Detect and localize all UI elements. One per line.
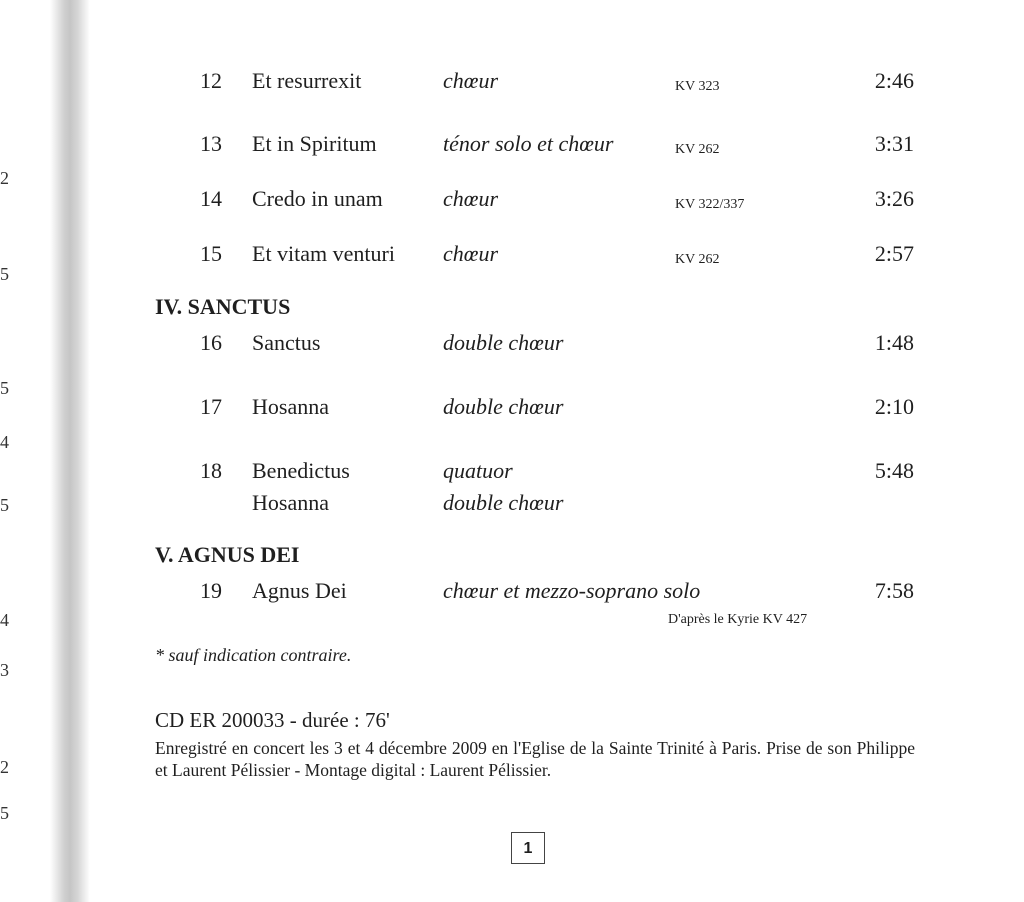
track-number: 12 — [200, 68, 222, 93]
track-duration: 5:48 — [874, 458, 914, 483]
section-heading-agnus-dei: V. AGNUS DEI — [155, 542, 300, 567]
track-duration: 3:31 — [874, 131, 914, 156]
margin-digit: 5 — [0, 378, 9, 398]
track-voice: double chœur — [443, 490, 564, 515]
track-number: 16 — [200, 330, 222, 355]
track-title: Agnus Dei — [252, 578, 347, 603]
track-kv: KV 262 — [675, 252, 720, 267]
track-kv: KV 322/337 — [675, 197, 745, 212]
track-title: Sanctus — [252, 330, 321, 355]
track-voice: quatuor — [443, 458, 513, 483]
kv-origin-note: D'après le Kyrie KV 427 — [668, 612, 808, 627]
track-voice: chœur — [443, 68, 498, 93]
track-title: Et vitam venturi — [252, 241, 395, 266]
page-number: 1 — [511, 832, 545, 864]
track-title: Et resurrexit — [252, 68, 362, 93]
page-fold-shadow — [50, 0, 90, 902]
track-title: Benedictus — [252, 458, 350, 483]
track-title: Hosanna — [252, 394, 329, 419]
track-kv: KV 262 — [675, 142, 720, 157]
track-duration: 3:26 — [874, 186, 914, 211]
track-voice: chœur et mezzo-soprano solo — [443, 578, 701, 603]
track-number: 19 — [200, 578, 222, 603]
margin-digit: 5 — [0, 803, 9, 823]
footnote: * sauf indication contraire. — [155, 645, 352, 665]
track-number: 18 — [200, 458, 222, 483]
track-number: 13 — [200, 131, 222, 156]
track-voice: ténor solo et chœur — [443, 131, 614, 156]
track-duration: 2:46 — [874, 68, 914, 93]
track-title: Et in Spiritum — [252, 131, 377, 156]
track-voice: double chœur — [443, 394, 564, 419]
margin-digit: 5 — [0, 264, 9, 284]
cd-reference: CD ER 200033 - durée : 76' — [155, 708, 390, 732]
track-duration: 2:57 — [874, 241, 914, 266]
track-title: Credo in unam — [252, 186, 383, 211]
margin-digit: 5 — [0, 495, 9, 515]
track-title: Hosanna — [252, 490, 329, 515]
recording-credits: Enregistré en concert les 3 et 4 décembre 2009 en l'Eglise de la Sainte Trinité à Paris. Prise de son Philippe et Laurent Pélissier - Montage digital : Laurent Pélissier. — [155, 738, 915, 780]
margin-digit: 4 — [0, 432, 9, 452]
track-voice: double chœur — [443, 330, 564, 355]
track-voice: chœur — [443, 241, 498, 266]
track-kv: KV 323 — [675, 79, 720, 94]
margin-digit: 4 — [0, 610, 9, 630]
section-heading-sanctus: IV. SANCTUS — [155, 294, 291, 319]
track-number: 17 — [200, 394, 222, 419]
track-duration: 1:48 — [874, 330, 914, 355]
margin-digit: 2 — [0, 168, 9, 188]
track-number: 14 — [200, 186, 222, 211]
track-number: 15 — [200, 241, 222, 266]
margin-digit: 2 — [0, 757, 9, 777]
track-duration: 7:58 — [874, 578, 914, 603]
track-voice: chœur — [443, 186, 498, 211]
track-duration: 2:10 — [874, 394, 914, 419]
margin-digit: 3 — [0, 660, 9, 680]
